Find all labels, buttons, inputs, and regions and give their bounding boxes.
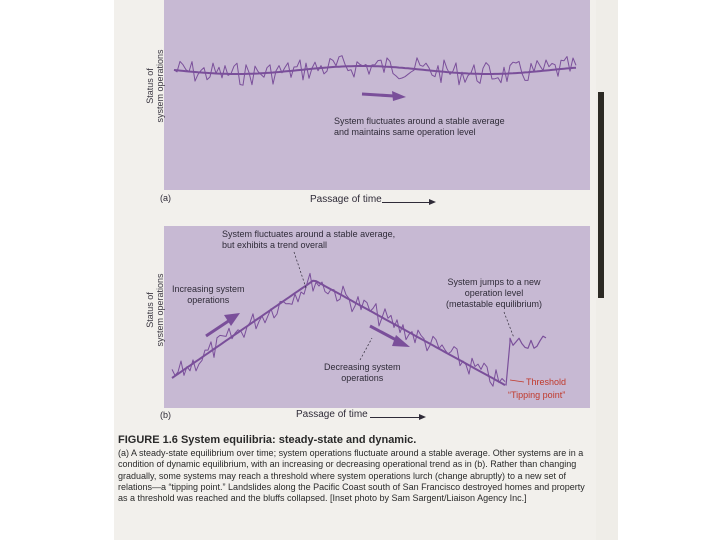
panel-b-tag: (b) — [160, 410, 171, 420]
panel-b-fluctuating-line — [172, 273, 505, 386]
caption-body: (a) A steady-state equilibrium over time; system operations fluctuate around a stable average. Other systems are in a condition of dynamic equilibrium, with an increasing or decreasing operational trend as in (b). Rather than changing gradually, some systems may reach a threshold where system operations lurch (change abruptly) to a new set of relations—a “tipping point.” Landslides along the Pacific Coast south of San Francisco destroyed homes and property as a threshold was reached and the bluffs collapsed. [Inset photo by Sam Sargent/Liaison Agency Inc.] — [118, 448, 585, 504]
panel-a-tag: (a) — [160, 193, 171, 203]
lineA-avg-path — [174, 66, 576, 74]
panel-a-average-line — [174, 66, 576, 74]
threshold-leader — [510, 380, 524, 382]
y-label-line2: system operations — [155, 49, 165, 123]
increasing-arrow — [206, 313, 240, 336]
annotation-line1: System fluctuates around a stable average — [334, 116, 505, 126]
jump-line1: System jumps to a new — [447, 277, 541, 287]
top-annotation-line1: System fluctuates around a stable average, — [222, 229, 396, 239]
y-label-line2: system operations — [155, 273, 165, 347]
threshold-label: Threshold — [526, 377, 567, 387]
lineB-raw-path — [172, 273, 505, 386]
panel-a-fluctuating-line — [174, 56, 576, 85]
caption-title: FIGURE 1.6 System equilibria: steady-state and dynamic. — [118, 434, 417, 446]
plot-layer — [114, 0, 596, 430]
decreasing-leader — [360, 338, 372, 360]
lineA-raw-path — [174, 56, 576, 85]
annotation-line2: and maintains same operation level — [334, 127, 476, 137]
increasing-line1: Increasing system — [172, 284, 245, 294]
panel-b-x-axis-label: Passage of time — [296, 409, 368, 420]
y-label-line1: Status of — [145, 292, 155, 328]
panel-b-metastable-line — [506, 336, 546, 385]
top-annotation-line2: but exhibits a trend overall — [222, 240, 328, 250]
panel-a-x-axis-label: Passage of time — [310, 194, 382, 205]
top-annotation-leader — [294, 252, 306, 288]
panel-a-time-arrow — [362, 91, 406, 101]
decreasing-line2: operations — [341, 373, 384, 383]
panel-b-trend-line — [172, 281, 505, 385]
lineB-avg-path — [172, 281, 505, 385]
lineB-meta-path — [506, 336, 546, 385]
jump-leader — [504, 312, 514, 338]
figure-page — [114, 0, 596, 540]
y-label-line1: Status of — [145, 68, 155, 104]
tipping-point-label: “Tipping point” — [508, 390, 566, 400]
figure-caption — [118, 433, 594, 504]
inset-photo-border — [598, 92, 604, 298]
jump-line2: operation level — [464, 288, 524, 298]
jump-line3: (metastable equilibrium) — [446, 299, 543, 309]
increasing-line2: operations — [187, 295, 230, 305]
decreasing-line1: Decreasing system — [324, 362, 401, 372]
